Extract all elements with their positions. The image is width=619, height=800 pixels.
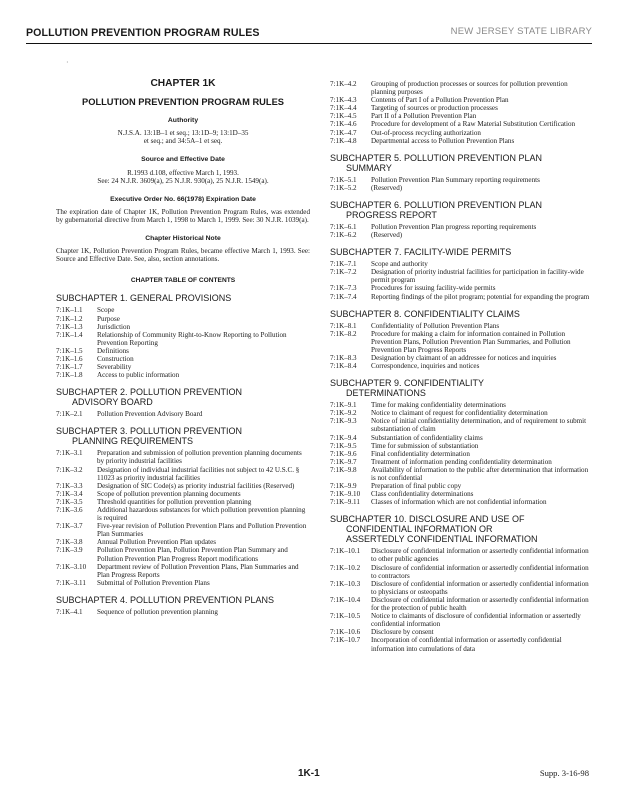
toc-entry	[330, 129, 592, 137]
toc-entry	[330, 112, 592, 120]
section-number: 7:1K–10.1	[330, 547, 361, 556]
section-number: 7:1K–10.5	[330, 612, 361, 621]
right-column	[330, 80, 592, 653]
section-title: Threshold quantities for pollution prevention planning	[97, 497, 252, 506]
subchapter	[330, 153, 592, 192]
toc-entry	[56, 466, 310, 482]
toc-entry	[56, 410, 310, 418]
toc-entry	[330, 564, 592, 580]
section-number: 7:1K–7.2	[330, 268, 357, 277]
section-number: 7:1K–3.3	[56, 481, 83, 490]
section-title: Part II of a Pollution Prevention Plan	[371, 112, 477, 121]
right-subchapter-list	[330, 153, 592, 653]
section-title: Classes of information which are not confidential information	[371, 498, 547, 507]
section-number: 7:1K–10.6	[330, 628, 361, 637]
toc-entry	[330, 120, 592, 128]
running-header-title: POLLUTION PREVENTION PROGRAM RULES	[26, 27, 260, 39]
source-line-2: See: 24 N.J.R. 3609(a), 25 N.J.R. 930(a), 25 N.J.R. 1549(a).	[97, 176, 269, 185]
toc-entry	[330, 80, 592, 96]
historical-note-text: Chapter 1K, Pollution Prevention Program Rules, became effective March 1, 1993. See: Source and Effective Date. See, also, section annotations.	[56, 247, 310, 264]
section-number: 7:1K–8.3	[330, 353, 357, 362]
section-number: 7:1K–8.1	[330, 321, 357, 330]
page-number: 1K-1	[298, 768, 320, 779]
subchapter	[330, 514, 592, 652]
subchapter-title-line: SUBCHAPTER 6. POLLUTION PREVENTION PLAN	[330, 199, 543, 210]
subchapter-heading	[330, 247, 592, 257]
section-title: Scope of pollution prevention planning documents	[97, 489, 241, 498]
section-title: Correspondence, inquiries and notices	[371, 362, 480, 371]
toc-entry	[330, 596, 592, 612]
section-title: Submittal of Pollution Prevention Plans	[97, 578, 210, 587]
section-number: 7:1K–3.11	[56, 578, 86, 587]
authority-heading: Authority	[167, 117, 199, 125]
toc-entry	[56, 482, 310, 490]
section-number: 7:1K–3.2	[56, 465, 83, 474]
toc-entry	[56, 449, 310, 465]
section-title: Preparation of final public copy	[371, 482, 462, 491]
section-number: 7:1K–10.4	[330, 595, 361, 604]
executive-order-heading: Executive Order No. 66(1978) Expiration Date	[110, 195, 256, 203]
subchapter-title-line: SUBCHAPTER 4. POLLUTION PREVENTION PLANS	[56, 594, 275, 605]
subchapter-heading	[56, 595, 310, 605]
subchapter-title-line: PLANNING REQUIREMENTS	[72, 436, 194, 447]
source-line-1: R.1993 d.108, effective March 1, 1993.	[127, 168, 239, 177]
section-title: Annual Pollution Prevention Plan updates	[97, 538, 217, 547]
section-number: 7:1K–5.2	[330, 183, 357, 192]
section-number: 7:1K–1.4	[56, 330, 83, 339]
section-title: Designation of priority industrial facilities for participation in facility-wide permit program	[371, 268, 584, 285]
section-title: Disclosure of confidential information or assertedly confidential information for the protection of public health	[371, 595, 589, 613]
section-title: Targeting of sources or production processes	[371, 104, 498, 113]
toc-entry	[330, 482, 592, 490]
toc-entry	[330, 417, 592, 433]
section-number: 7:1K–1.2	[56, 314, 83, 323]
section-title: Reporting findings of the pilot program; potential for expanding the program	[371, 292, 590, 301]
section-number: 7:1K–4.6	[330, 120, 357, 129]
stray-mark: ·	[66, 58, 69, 67]
section-title: Pollution Prevention Plan progress reporting requirements	[371, 222, 537, 231]
section-title: Notice to claimant of request for confidentiality determination	[371, 409, 548, 418]
toc-entry	[56, 323, 310, 331]
toc-entry	[330, 636, 592, 652]
toc-entry	[330, 458, 592, 466]
subchapter	[330, 309, 592, 371]
section-title: Department review of Pollution Prevention Plans, Plan Summaries and Plan Progress Reports	[97, 562, 299, 579]
toc-entry	[330, 322, 592, 330]
toc-entry	[56, 371, 310, 379]
section-title: (Reserved)	[371, 183, 403, 192]
toc-entry	[56, 315, 310, 323]
toc-entry	[56, 608, 310, 616]
section-number: 7:1K–5.1	[330, 175, 357, 184]
section-number: 7:1K–10.3	[330, 579, 361, 588]
section-title: Pollution Prevention Advisory Board	[97, 410, 203, 419]
toc-entry	[56, 331, 310, 347]
toc-entry	[330, 628, 592, 636]
left-column	[56, 78, 310, 616]
section-number: 7:1K–4.5	[330, 112, 357, 121]
section-title: Preparation and submission of pollution prevention planning documents by priority industrial facilities	[97, 449, 302, 466]
section-number: 7:1K–4.3	[330, 96, 357, 105]
section-number: 7:1K–9.1	[330, 401, 357, 410]
section-number: 7:1K–3.7	[56, 522, 83, 531]
section-title: Substantiation of confidentiality claims	[371, 433, 483, 442]
section-number: 7:1K–4.2	[330, 80, 357, 88]
toc-entry	[330, 401, 592, 409]
section-title: Access to public information	[97, 371, 180, 380]
section-title: Time for submission of substantiation	[371, 441, 479, 450]
section-number: 7:1K–10.7	[330, 636, 361, 645]
section-number: 7:1K–10.2	[330, 563, 361, 572]
authority-text	[56, 129, 310, 145]
section-title: Class confidentiality determinations	[371, 490, 474, 499]
section-title: Departmental access to Pollution Prevention Plans	[371, 136, 515, 145]
subchapter	[330, 378, 592, 506]
subchapter-title-line: SUBCHAPTER 1. GENERAL PROVISIONS	[56, 293, 232, 304]
subchapter-heading	[56, 387, 310, 407]
toc-heading: CHAPTER TABLE OF CONTENTS	[130, 277, 236, 285]
chapter-name: POLLUTION PREVENTION PROGRAM RULES	[82, 97, 284, 108]
section-number: 7:1K–3.9	[56, 546, 83, 555]
section-number: 7:1K–9.2	[330, 409, 357, 418]
toc-entry	[56, 347, 310, 355]
section-title: Out-of-process recycling authorization	[371, 128, 481, 137]
toc-entry	[56, 490, 310, 498]
toc-entry	[330, 612, 592, 628]
toc-entry	[330, 330, 592, 354]
toc-entry	[330, 442, 592, 450]
subchapter	[56, 595, 310, 616]
section-title: Designation of individual industrial facilities not subject to 42 U.S.C. § 11023 as priority industrial facilities	[97, 465, 300, 482]
subchapter-heading	[56, 426, 310, 446]
section-number: 7:1K–7.1	[330, 260, 357, 269]
section-number: 7:1K–9.8	[330, 465, 357, 474]
section-title: Disclosure of confidential information or assertedly confidential information to contractors	[371, 563, 589, 580]
toc-entry	[56, 522, 310, 538]
section-number: 7:1K–9.6	[330, 449, 357, 458]
toc-entry	[330, 268, 592, 284]
section-number: 7:1K–3.10	[56, 562, 87, 571]
section-number: 7:1K–9.9	[330, 482, 357, 491]
section-number: 7:1K–4.7	[330, 128, 357, 137]
section-title: Treatment of information pending confidentiality determination	[371, 457, 552, 466]
subchapter-heading	[330, 378, 592, 398]
toc-entry	[330, 176, 592, 184]
subchapter-heading	[330, 309, 592, 319]
section-title: Contents of Part I of a Pollution Prevention Plan	[371, 96, 509, 105]
toc-entry	[330, 231, 592, 239]
historical-note-heading: Chapter Historical Note	[145, 235, 221, 243]
section-number: 7:1K–8.4	[330, 362, 357, 371]
toc-entry	[56, 363, 310, 371]
toc-entry	[56, 546, 310, 562]
section-number: 7:1K–3.5	[56, 497, 83, 506]
toc-entry	[330, 434, 592, 442]
subchapter-title-line: DETERMINATIONS	[346, 388, 426, 399]
left-subchapter-list	[56, 293, 310, 616]
toc-entry	[330, 260, 592, 268]
toc-entry	[330, 498, 592, 506]
section-number: 7:1K–3.4	[56, 489, 83, 498]
toc-entry	[330, 409, 592, 417]
section-number: 7:1K–4.4	[330, 104, 357, 113]
toc-entry	[56, 306, 310, 314]
toc-entry	[330, 284, 592, 292]
section-number: 7:1K–3.8	[56, 538, 83, 547]
subchapter	[56, 387, 310, 418]
section-number: 7:1K–3.6	[56, 506, 83, 514]
source-text	[56, 169, 310, 185]
right-continued-entries	[330, 80, 592, 145]
chapter-number: CHAPTER 1K	[150, 78, 216, 89]
section-number: 7:1K–1.1	[56, 306, 83, 315]
section-number: 7:1K–7.3	[330, 284, 357, 293]
authority-line-2: et seq.; and 34:5A–1 et seq.	[143, 137, 223, 146]
toc-entry	[330, 184, 592, 192]
toc-entry	[330, 547, 592, 563]
subchapter	[330, 247, 592, 300]
section-title: Designation of SIC Code(s) as priority industrial facilities (Reserved)	[97, 481, 295, 490]
section-title: Disclosure by consent	[371, 628, 434, 637]
subchapter-title-line: SUBCHAPTER 3. POLLUTION PREVENTION	[56, 426, 243, 437]
section-number: 7:1K–8.2	[330, 329, 357, 338]
toc-entry	[330, 293, 592, 301]
section-number: 7:1K–4.1	[56, 607, 83, 616]
section-title: Procedure for making a claim for information contained in Pollution Prevention Plans, Pollution Prevention Plan Summaries, and Pollution Prevention Plan Progress Reports	[371, 329, 571, 354]
executive-order-text: The expiration date of Chapter 1K, Pollution Prevention Program Rules, was extended by gubernatorial directive from March 1, 1998 to March 1, 1999. See: 30 N.J.R. 1039(a).	[56, 207, 310, 224]
section-title: Jurisdiction	[97, 322, 131, 331]
section-title: Additional hazardous substances for which pollution prevention planning is required	[97, 506, 306, 523]
section-number: 7:1K–1.6	[56, 354, 83, 363]
section-number: 7:1K–9.4	[330, 433, 357, 442]
section-number: 7:1K–9.7	[330, 457, 357, 466]
subchapter-title-line: SUBCHAPTER 10. DISCLOSURE AND USE OF	[330, 514, 525, 525]
subchapter-title-line: SUBCHAPTER 5. POLLUTION PREVENTION PLAN	[330, 152, 543, 163]
section-title: Designation by claimant of an addressee for notices and inquiries	[371, 353, 557, 362]
section-title: Availability of information to the public after determination that information is not confidential	[371, 465, 589, 482]
toc-entry	[330, 450, 592, 458]
section-number: 7:1K–4.8	[330, 136, 357, 145]
section-title: Pollution Prevention Plan, Pollution Prevention Plan Summary and Pollution Prevention Plan Progress Report modifications	[97, 546, 288, 563]
section-number: 7:1K–9.5	[330, 441, 357, 450]
toc-entry	[330, 466, 592, 482]
subchapter-heading	[330, 200, 592, 220]
section-title: Disclosure of confidential information or assertedly confidential information to physicians or osteopaths	[371, 579, 589, 596]
toc-entry	[330, 490, 592, 498]
toc-entry	[56, 355, 310, 363]
subchapter-title-line: SUBCHAPTER 9. CONFIDENTIALITY	[330, 378, 485, 389]
section-title: Incorporation of confidential information or assertedly confidential information into cumulations of data	[371, 636, 562, 653]
subchapter-title-line: SUBCHAPTER 8. CONFIDENTIALITY CLAIMS	[330, 308, 520, 319]
section-number: 7:1K–9.3	[330, 417, 357, 426]
section-title: Relationship of Community Right-to-Know Reporting to Pollution Prevention Reporting	[97, 330, 287, 347]
subchapter-title-line: PROGRESS REPORT	[346, 209, 437, 220]
section-title: Scope	[97, 306, 115, 315]
section-number: 7:1K–1.3	[56, 322, 83, 331]
toc-entry	[330, 96, 592, 104]
subchapter-heading	[330, 514, 592, 544]
section-title: Severability	[97, 363, 132, 372]
section-title: Definitions	[97, 346, 129, 355]
section-number: 7:1K–3.1	[56, 449, 83, 458]
subchapter-title-line: CONFIDENTIAL INFORMATION OR	[346, 524, 493, 535]
authority-line-1: N.J.S.A. 13:1B–1 et seq.; 13:1D–9; 13:1D–35	[117, 129, 249, 138]
section-title: Grouping of production processes or sources for pollution prevention planning purposes	[371, 80, 568, 97]
subchapter-heading	[56, 293, 310, 303]
subchapter	[56, 293, 310, 379]
section-title: Disclosure of confidential information or assertedly confidential information to other public agencies	[371, 547, 589, 564]
section-number: 7:1K–1.5	[56, 346, 83, 355]
section-title: (Reserved)	[371, 231, 403, 240]
supplement-date: Supp. 3-16-98	[539, 768, 589, 778]
toc-entry	[330, 137, 592, 145]
section-number: 7:1K–9.10	[330, 490, 361, 499]
header-rule	[26, 43, 592, 44]
toc-entry	[56, 506, 310, 522]
section-title: Notice of initial confidentiality determination, and of requirement to submit substantiation of claim	[371, 417, 587, 434]
section-title: Notice to claimants of disclosure of confidential information or assertedly confidential information	[371, 612, 581, 629]
section-number: 7:1K–6.1	[330, 222, 357, 231]
toc-entry	[56, 579, 310, 587]
subchapter-heading	[330, 153, 592, 173]
section-number: 7:1K–7.4	[330, 292, 357, 301]
section-title: Procedures for issuing facility-wide permits	[371, 284, 496, 293]
section-title: Final confidentiality determination	[371, 449, 470, 458]
section-title: Sequence of pollution prevention planning	[97, 607, 218, 616]
toc-entry	[330, 104, 592, 112]
subchapter-title-line: SUBCHAPTER 2. POLLUTION PREVENTION	[56, 387, 243, 398]
section-title: Scope and authority	[371, 260, 428, 269]
section-title: Time for making confidentiality determinations	[371, 401, 506, 410]
section-title: Five-year revision of Pollution Prevention Plans and Pollution Prevention Plan Summaries	[97, 522, 307, 539]
subchapter	[56, 426, 310, 587]
running-header	[26, 26, 592, 42]
library-stamp: NEW JERSEY STATE LIBRARY	[450, 26, 592, 37]
toc-entry	[56, 538, 310, 546]
toc-entry	[330, 354, 592, 362]
toc-entry	[56, 498, 310, 506]
toc-entry	[330, 580, 592, 596]
section-number: 7:1K–2.1	[56, 410, 83, 419]
subchapter-title-line: SUBCHAPTER 7. FACILITY-WIDE PERMITS	[330, 247, 512, 258]
section-title: Purpose	[97, 314, 120, 323]
toc-entry	[330, 223, 592, 231]
section-title: Pollution Prevention Plan Summary reporting requirements	[371, 175, 540, 184]
section-number: 7:1K–6.2	[330, 231, 357, 240]
toc-entry	[330, 362, 592, 370]
section-title: Confidentiality of Pollution Prevention Plans	[371, 321, 500, 330]
subchapter	[330, 200, 592, 239]
section-number: 7:1K–9.11	[330, 498, 360, 507]
subchapter-title-line: ASSERTEDLY CONFIDENTIAL INFORMATION	[346, 534, 538, 545]
subchapter-title-line: SUMMARY	[346, 162, 392, 173]
source-heading: Source and Effective Date	[141, 156, 225, 164]
section-title: Construction	[97, 354, 134, 363]
section-number: 7:1K–1.8	[56, 371, 83, 380]
section-title: Procedure for development of a Raw Material Substitution Certification	[371, 120, 576, 129]
subchapter-title-line: ADVISORY BOARD	[72, 397, 153, 408]
toc-entry	[56, 563, 310, 579]
section-number: 7:1K–1.7	[56, 363, 83, 372]
